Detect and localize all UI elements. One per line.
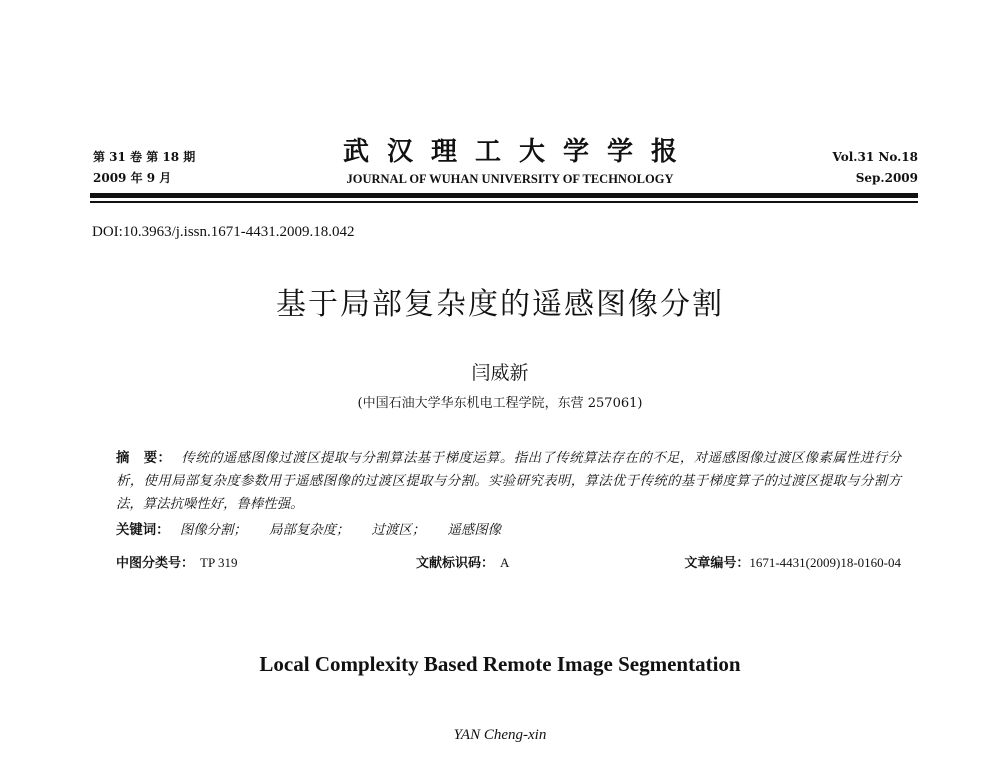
keywords-label: 关键词： xyxy=(116,522,170,538)
author-cn: 闫威新 xyxy=(471,362,529,384)
journal-masthead xyxy=(300,137,720,189)
header-rule-thin xyxy=(90,201,918,203)
article-title-en: Local Complexity Based Remote Image Segmentation xyxy=(259,652,741,676)
doi-line: DOI:10.3963/j.issn.1671-4431.2009.18.042 xyxy=(92,224,355,240)
keyword-item: 图像分割； xyxy=(179,523,247,538)
keyword-item: 遥感图像 xyxy=(447,523,502,538)
affiliation-cn: (中国石油大学华东机电工程学院，东营 257061) xyxy=(357,396,643,411)
article-no-value: 1671-4431(2009)18-0160-04 xyxy=(749,555,901,570)
volume-issue-cn: 第 31 卷 第 18 期 xyxy=(93,150,196,164)
volume-issue-en: Vol.31 No.18 xyxy=(832,150,918,164)
clc-label: 中图分类号： xyxy=(116,556,195,571)
clc-number xyxy=(116,552,237,571)
article-title-cn: 基于局部复杂度的遥感图像分割 xyxy=(276,287,724,322)
date-en: Sep.2009 xyxy=(855,171,918,185)
doc-code-value: A xyxy=(500,555,510,570)
abstract-label: 摘 要： xyxy=(116,450,172,466)
author-en: YAN Cheng-xin xyxy=(453,727,547,743)
document-code xyxy=(416,552,509,571)
header-rule-thick xyxy=(90,193,918,198)
abstract xyxy=(116,447,901,516)
journal-title-cn: 武汉理工大学学报 xyxy=(342,137,695,167)
date-cn: 2009 年 9 月 xyxy=(93,171,172,185)
article-number xyxy=(684,552,901,571)
keywords xyxy=(116,519,519,538)
abstract-text: 传统的遥感图像过渡区提取与分割算法基于梯度运算。指出了传统算法存在的不足，对遥感图像过渡区像素属性进行分析，使用局部复杂度参数用于遥感图像的过渡区提取与分割。实验研究表明，算法优于传统的基于梯度算子的过渡区提取与分割方法，算法抗噪性好，鲁棒性强。 xyxy=(116,451,901,512)
article-no-label: 文章编号： xyxy=(684,556,750,571)
journal-title-en: JOURNAL OF WUHAN UNIVERSITY OF TECHNOLOGY xyxy=(346,172,674,186)
doc-code-label: 文献标识码： xyxy=(416,556,495,571)
header-right xyxy=(833,147,918,189)
keyword-item: 局部复杂度； xyxy=(269,523,350,538)
header-left xyxy=(93,147,195,189)
clc-value: TP 319 xyxy=(200,555,238,570)
keyword-item: 过渡区； xyxy=(371,523,426,538)
